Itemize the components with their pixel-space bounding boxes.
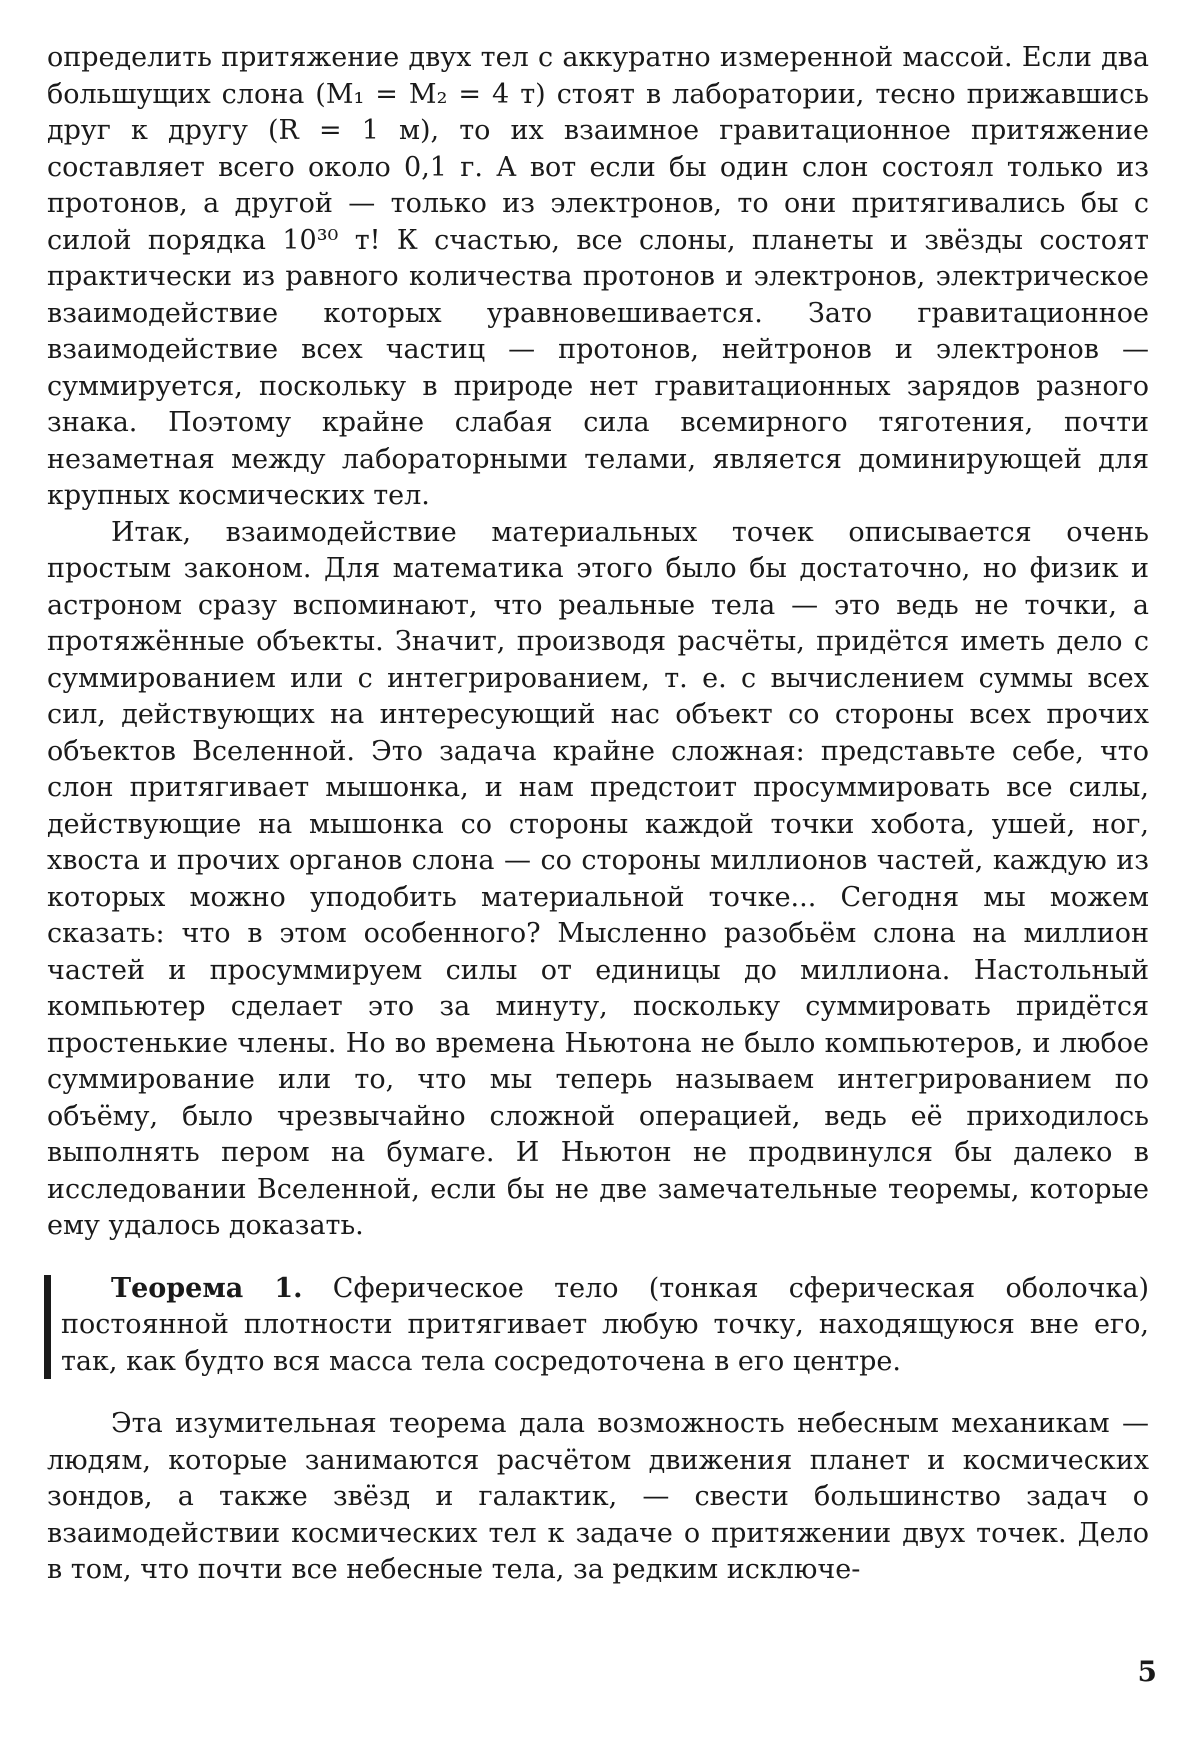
page-number: 5 [1137,1655,1157,1688]
theorem-block [47,1271,1149,1381]
paragraph-3: Эта изумительная теорема дала возможность небесным механикам — людям, которые занимаются расчётом движения планет и космических зондов, а также звёзд и галактик, — свести большинство задач о взаимодействии космических тел к задаче о притяжении двух точек. Дело в том, что почти все небесные тела, за редким исключе- [47,1408,1149,1585]
theorem-marker-bar [44,1275,51,1379]
theorem-paragraph [61,1271,1149,1381]
paragraph-2: Итак, взаимодействие материальных точек описывается очень простым законом. Для математика этого было бы достаточно, но физик и астроном сразу вспоминают, что реальные тела — это ведь не точки, а протяжённые объекты. Значит, производя расчёты, придётся иметь дело с суммированием или с интегрированием, т. е. с вычислением суммы всех сил, действующих на интересующий нас объект со стороны всех прочих объектов Вселенной. Это задача крайне сложная: представьте себе, что слон притягивает мышонка, и нам предстоит просуммировать все силы, действующие на мышонка со стороны каждой точки хобота, ушей, ног, хвоста и прочих органов слона — со стороны миллионов частей, каждую из которых можно уподобить материальной точке... Сегодня мы можем сказать: что в этом особенного? Мысленно разобьём слона на миллион частей и просуммируем силы от единицы до миллиона. Настольный компьютер сделает это за минуту, поскольку суммировать придётся простенькие члены. Но во времена Ньютона не было компьютеров, и любое суммирование или то, что мы теперь называем интегрированием по объёму, было чрезвычайно сложной операцией, ведь её приходилось выполнять пером на бумаге. И Ньютон не продвинулся бы далеко в исследовании Вселенной, если бы не две замечательные теоремы, которые ему удалось доказать. [47,516,1149,1241]
theorem-text: Сферическое тело (тонкая сферическая оболочка) постоянной плотности притягивает любую точку, находящуюся вне его, так, как будто вся масса тела сосредоточена в его центре. [61,1272,1149,1377]
theorem-label: Теорема 1. [111,1272,303,1304]
paragraph-1: определить притяжение двух тел с аккуратно измеренной массой. Если два большущих слона (M₁ = M₂ = 4 т) стоят в лаборатории, тесно прижавшись друг к другу (R = 1 м), то их взаимное гравитационное притяжение составляет всего около 0,1 г. А вот если бы один слон состоял только из протонов, а другой — только из электронов, то они притягивались бы с силой порядка 10³⁰ т! К счастью, все слоны, планеты и звёзды состоят практически из равного количества протонов и электронов, электрическое взаимодействие которых уравновешивается. Зато гравитационное взаимодействие всех частиц — протонов, нейтронов и электронов — суммируется, поскольку в природе нет гравитационных зарядов разного знака. Поэтому крайне слабая сила всемирного тяготения, почти незаметная между лабораторными телами, является доминирующей для крупных космических тел. [47,42,1149,511]
page-body [47,40,1149,1589]
